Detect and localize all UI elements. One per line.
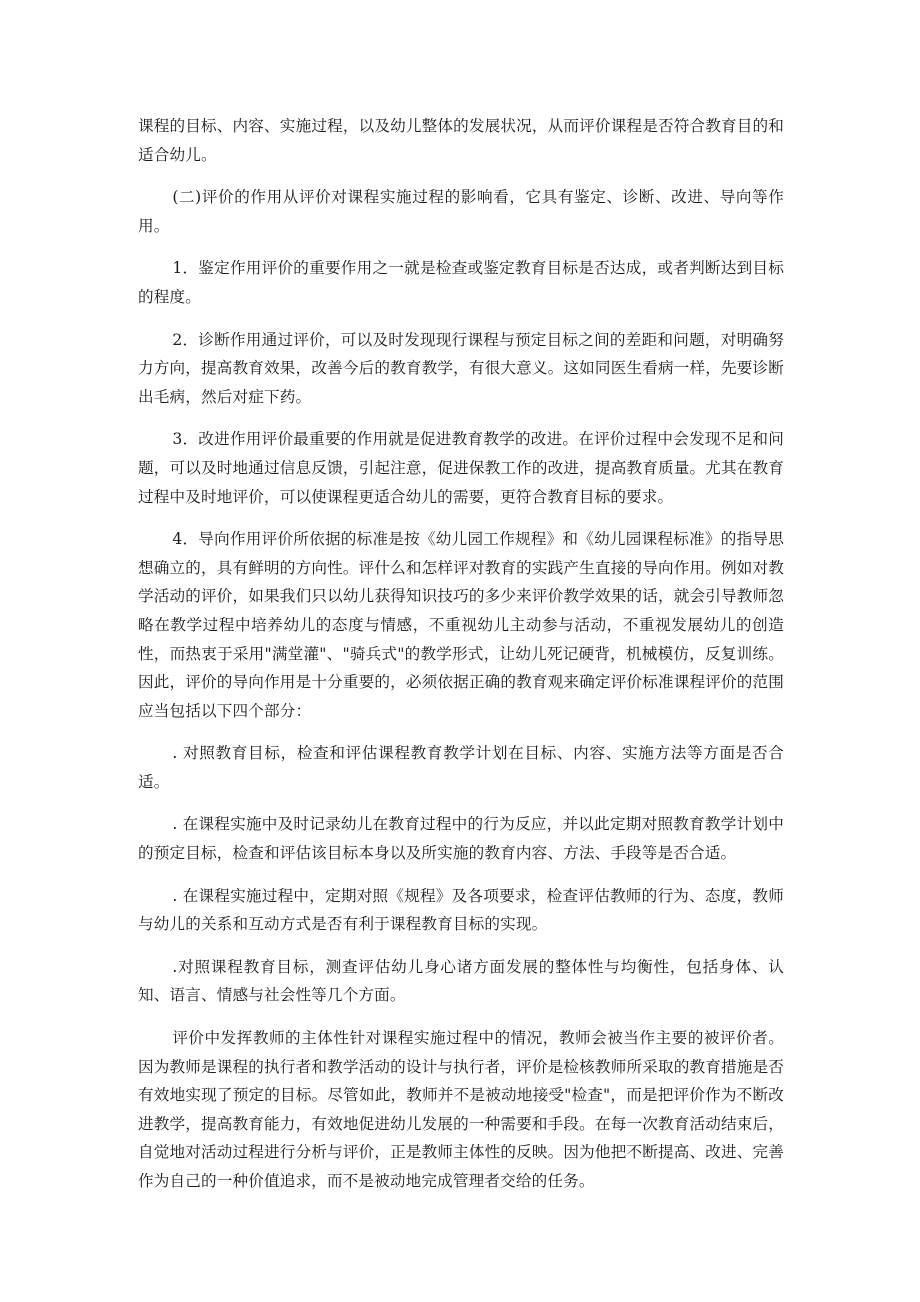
paragraph-scope-point-3: . 在课程实施过程中，定期对照《规程》及各项要求，检查评估教师的行为、态度，教师与幼儿的关系和互动方式是否有利于课程教育目标的实现。 xyxy=(138,886,784,934)
paragraph-scope-point-4: .对照课程教育目标，测查评估幼儿身心诸方面发展的整体性与均衡性，包括身体、认知、语言、情感与社会性等几个方面。 xyxy=(138,957,784,1005)
paragraph-section-2-heading: (二)评价的作用从评价对课程实施过程的影响看，它具有鉴定、诊断、改进、导向等作用。 xyxy=(138,188,784,235)
paragraph-teacher-subjectivity: 评价中发挥教师的主体性针对课程实施过程中的情况，教师会被当作主要的被评价者。因为教师是课程的执行者和教学活动的设计与执行者，评价是检核教师所采取的教育措施是否有效地实现了预定的目标。尽管如此，教师并不是被动地接受"检查"，而是把评价作为不断改进教学，提高教育能力，有效地促进幼儿发展的一种需要和手段。在每一次教育活动结束后，自觉地对活动过程进行分析与评价，正是教师主体性的反映。因为他把不断提高、改进、完善作为自己的一种价值追求，而不是被动地完成管理者交给的任务。 xyxy=(138,1029,784,1190)
paragraph-intro-continuation: 课程的目标、内容、实施过程，以及幼儿整体的发展状况，从而评价课程是否符合教育目的和适合幼儿。 xyxy=(138,117,784,164)
paragraph-item-3-improvement: 3．改进作用评价最重要的作用就是促进教育教学的改进。在评价过程中会发现不足和问题，可以及时地通过信息反馈，引起注意，促进保教工作的改进，提高教育质量。尤其在教育过程中及时地评价，可以使课程更适合幼儿的需要，更符合教育目标的要求。 xyxy=(138,430,784,506)
paragraph-scope-point-1: . 对照教育目标，检查和评估课程教育教学计划在目标、内容、实施方法等方面是否合适。 xyxy=(138,744,784,791)
paragraph-item-4-guidance: 4．导向作用评价所依据的标准是按《幼儿园工作规程》和《幼儿园课程标准》的指导思想确立的，具有鲜明的方向性。评什么和怎样评对教育的实践产生直接的导向作用。例如对教学活动的评价，如果我们只以幼儿获得知识技巧的多少来评价教学效果的话，就会引导教师忽略在教学过程中培养幼儿的态度与情感，不重视幼儿主动参与活动，不重视发展幼儿的创造性，而热衷于采用"满堂灌"、"骑兵式"的教学形式，让幼儿死记硬背，机械模仿，反复训练。因此，评价的导向作用是十分重要的，必须依据正确的教育观来确定评价标准课程评价的范围应当包括以下四个部分： xyxy=(138,530,784,720)
document-body xyxy=(138,112,784,1210)
paragraph-scope-point-2: . 在课程实施中及时记录幼儿在教育过程中的行为反应，并以此定期对照教育教学计划中的预定目标，检查和评估该目标本身以及所实施的教育内容、方法、手段等是否合适。 xyxy=(138,815,784,863)
paragraph-item-1-appraisal: 1．鉴定作用评价的重要作用之一就是检查或鉴定教育目标是否达成，或者判断达到目标的程度。 xyxy=(138,259,784,306)
paragraph-item-2-diagnosis: 2．诊断作用通过评价，可以及时发现现行课程与预定目标之间的差距和问题，对明确努力方向，提高教育效果，改善今后的教育教学，有很大意义。这如同医生看病一样，先要诊断出毛病，然后对症下药。 xyxy=(138,330,784,406)
